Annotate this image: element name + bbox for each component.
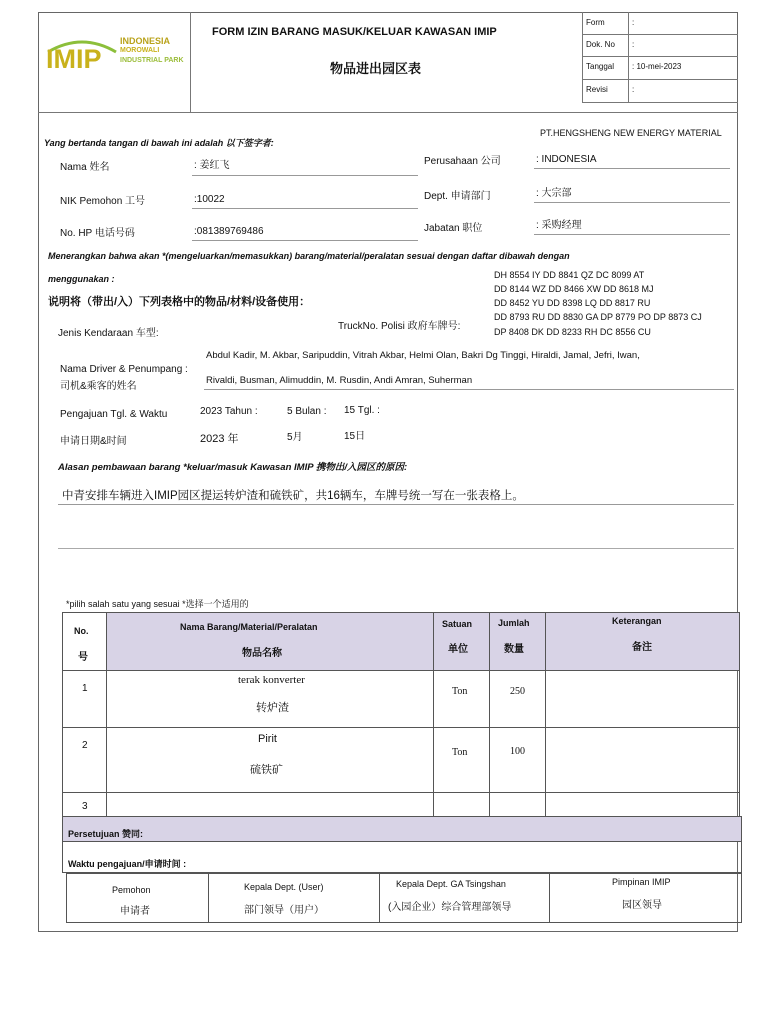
nik-value: :10022: [194, 194, 225, 205]
reason-text: 中青安排车辆进入IMIP园区提运转炉渣和硫铁矿，共16辆车，车牌号统一写在一张表格上。: [62, 490, 524, 502]
table-header-rule: [62, 670, 740, 671]
plate-line-3: DD 8452 YU DD 8398 LQ DD 8817 RU: [494, 298, 651, 308]
row1-nama-cn: 转炉渣: [256, 702, 289, 714]
imip-logo-graphic: [46, 30, 118, 72]
row2-jumlah: 100: [510, 746, 525, 757]
signers-col-rule-3: [549, 873, 550, 923]
dept-value: : 大宗部: [536, 188, 572, 199]
th-no: No.: [74, 626, 89, 636]
reason-label: Alasan pembawaan barang *keluar/masuk Kawasan IMIP 携物出/入园区的原因:: [58, 462, 408, 473]
meta-bottom-rule: [582, 102, 738, 103]
signer-kepala-ga: Kepala Dept. GA Tsingshan: [396, 879, 506, 889]
plate-line-4: DD 8793 RU DD 8830 GA DP 8779 PO DP 8873 CJ: [494, 312, 702, 322]
row2-satuan: Ton: [452, 747, 468, 758]
meta-tanggal-label: Tanggal: [586, 62, 615, 71]
table-row-rule-1: [62, 727, 740, 728]
driver-label-1: Nama Driver & Penumpang :: [60, 364, 188, 375]
declaration-line-cn: 说明将（带出/入）下列表格中的物品/材料/设备使用：: [48, 296, 311, 308]
jabatan-label: Jabatan 职位: [424, 223, 483, 234]
meta-tanggal-value: : 10-mei-2023: [632, 62, 682, 71]
row1-no: 1: [82, 683, 88, 694]
signers-col-rule-2: [379, 873, 380, 923]
selection-note: *pilih salah satu yang sesuai *选择一个适用的: [66, 599, 249, 609]
signer-kepala-user: Kepala Dept. (User): [244, 882, 324, 892]
meta-row-rule-2: [582, 56, 738, 57]
signer-pemohon: Pemohon: [112, 885, 151, 895]
nama-label: Nama 姓名: [60, 162, 110, 173]
truck-no-label: TruckNo. Polisi 政府车牌号:: [338, 321, 461, 332]
logo-line-1: INDONESIA: [120, 36, 171, 46]
nama-underline: [192, 175, 418, 176]
form-title-cn: 物品进出园区表: [330, 61, 422, 76]
hp-label: No. HP 电话号码: [60, 228, 135, 239]
logo-line-2: MOROWALI: [120, 47, 160, 54]
logo-line-3: INDUSTRIAL PARK: [120, 57, 184, 64]
th-jumlah: Jumlah: [498, 618, 530, 628]
date-ri: 15日: [344, 431, 366, 442]
meta-col-divider: [628, 12, 629, 102]
signer-pemohon-cn: 申请者: [120, 906, 150, 917]
th-satuan-cn: 单位: [448, 644, 468, 655]
declaration-line-1: Menerangkan bahwa akan *(mengeluarkan/memasukkan) barang/material/peralatan sesuai dengan daftar dibawah dengan: [48, 251, 570, 261]
table-col-rule-1: [106, 612, 107, 818]
date-bulan: 5 Bulan :: [287, 406, 327, 417]
th-keterangan-cn: 备注: [632, 642, 652, 653]
driver-underline: [204, 389, 734, 390]
declaration-line-2: menggunakan :: [48, 274, 115, 284]
row1-nama: terak konverter: [238, 674, 305, 686]
jabatan-value: : 采购经理: [536, 220, 582, 231]
plate-line-5: DP 8408 DK DD 8233 RH DC 8556 CU: [494, 327, 651, 337]
meta-form-label: Form: [586, 18, 605, 27]
meta-revisi-value: :: [632, 85, 635, 94]
row2-no: 2: [82, 740, 88, 751]
date-label-cn: 申请日期&时间: [60, 436, 127, 447]
row1-satuan: Ton: [452, 686, 468, 697]
perusahaan-value: : INDONESIA: [536, 154, 597, 165]
table-col-rule-2: [433, 612, 434, 818]
signer-kepala-user-cn: 部门领导（用户）: [244, 905, 324, 916]
header-divider-left: [190, 12, 191, 112]
meta-revisi-label: Revisi: [586, 85, 608, 94]
header-divider-right: [582, 12, 583, 102]
header-bottom-rule: [38, 112, 738, 113]
table-row-rule-2: [62, 792, 740, 793]
row2-nama: Pirit: [258, 733, 277, 745]
jabatan-underline: [534, 234, 730, 235]
meta-dok-label: Dok. No: [586, 40, 615, 49]
form-title: FORM IZIN BARANG MASUK/KELUAR KAWASAN IMIP: [212, 26, 497, 38]
meta-form-value: :: [632, 18, 635, 27]
jenis-kendaraan-label: Jenis Kendaraan 车型:: [58, 328, 159, 339]
meta-dok-value: :: [632, 40, 635, 49]
date-label-id: Pengajuan Tgl. & Waktu: [60, 409, 168, 420]
company-top: PT.HENGSHENG NEW ENERGY MATERIAL: [540, 128, 722, 138]
signers-top-rule: [66, 873, 742, 874]
reason-underline-1: [58, 504, 734, 505]
nik-label: NIK Pemohon 工号: [60, 196, 146, 207]
th-satuan: Satuan: [442, 619, 473, 629]
date-yue: 5月: [287, 432, 303, 443]
signer-intro: Yang bertanda tangan di bawah ini adalah 以下签字者:: [44, 138, 274, 148]
perusahaan-label: Perusahaan 公司: [424, 156, 501, 167]
reason-underline-2: [58, 548, 734, 549]
nama-value: : 姜红飞: [194, 160, 230, 171]
meta-row-rule-3: [582, 79, 738, 80]
perusahaan-underline: [534, 168, 730, 169]
row3-no: 3: [82, 801, 88, 812]
hp-value: :081389769486: [194, 226, 264, 237]
logo-letters: IMIP: [46, 44, 102, 72]
th-nama-cn: 物品名称: [242, 648, 282, 659]
imip-logo: [46, 30, 118, 77]
driver-names-2: Rivaldi, Busman, Alimuddin, M. Rusdin, Andi Amran, Suherman: [206, 375, 473, 386]
date-tahun: 2023 Tahun :: [200, 406, 258, 417]
table-col-rule-3: [489, 612, 490, 818]
signers-col-rule-1: [208, 873, 209, 923]
row2-nama-cn: 硫铁矿: [250, 764, 283, 776]
dept-underline: [534, 202, 730, 203]
table-col-rule-4: [545, 612, 546, 818]
th-jumlah-cn: 数量: [504, 644, 524, 655]
plate-line-1: DH 8554 IY DD 8841 QZ DC 8099 AT: [494, 270, 645, 280]
date-tgl: 15 Tgl. :: [344, 405, 380, 416]
th-keterangan: Keterangan: [612, 616, 662, 626]
nik-underline: [192, 208, 418, 209]
meta-row-rule-1: [582, 34, 738, 35]
waktu-label: Waktu pengajuan/申请时间 :: [68, 859, 187, 869]
th-no-cn: 号: [78, 652, 88, 663]
signer-pimpinan: Pimpinan IMIP: [612, 877, 671, 887]
row1-jumlah: 250: [510, 686, 525, 697]
driver-names-1: Abdul Kadir, M. Akbar, Saripuddin, Vitrah Akbar, Helmi Olan, Bakri Dg Tinggi, Hiraldi, Jamal, Jefri, Iwan,: [206, 350, 640, 361]
date-nian: 2023 年: [200, 433, 239, 445]
dept-label: Dept. 申请部门: [424, 191, 491, 202]
signer-kepala-ga-cn: (入园企业）综合管理部领导: [388, 902, 512, 913]
plate-line-2: DD 8144 WZ DD 8466 XW DD 8618 MJ: [494, 284, 654, 294]
hp-underline: [192, 240, 418, 241]
approval-bar: [62, 816, 742, 842]
driver-label-2: 司机&乘客的姓名: [60, 381, 137, 392]
signer-pimpinan-cn: 园区领导: [622, 900, 662, 911]
approval-label: Persetujuan 赞同:: [68, 829, 144, 839]
th-nama: Nama Barang/Material/Peralatan: [180, 622, 318, 632]
